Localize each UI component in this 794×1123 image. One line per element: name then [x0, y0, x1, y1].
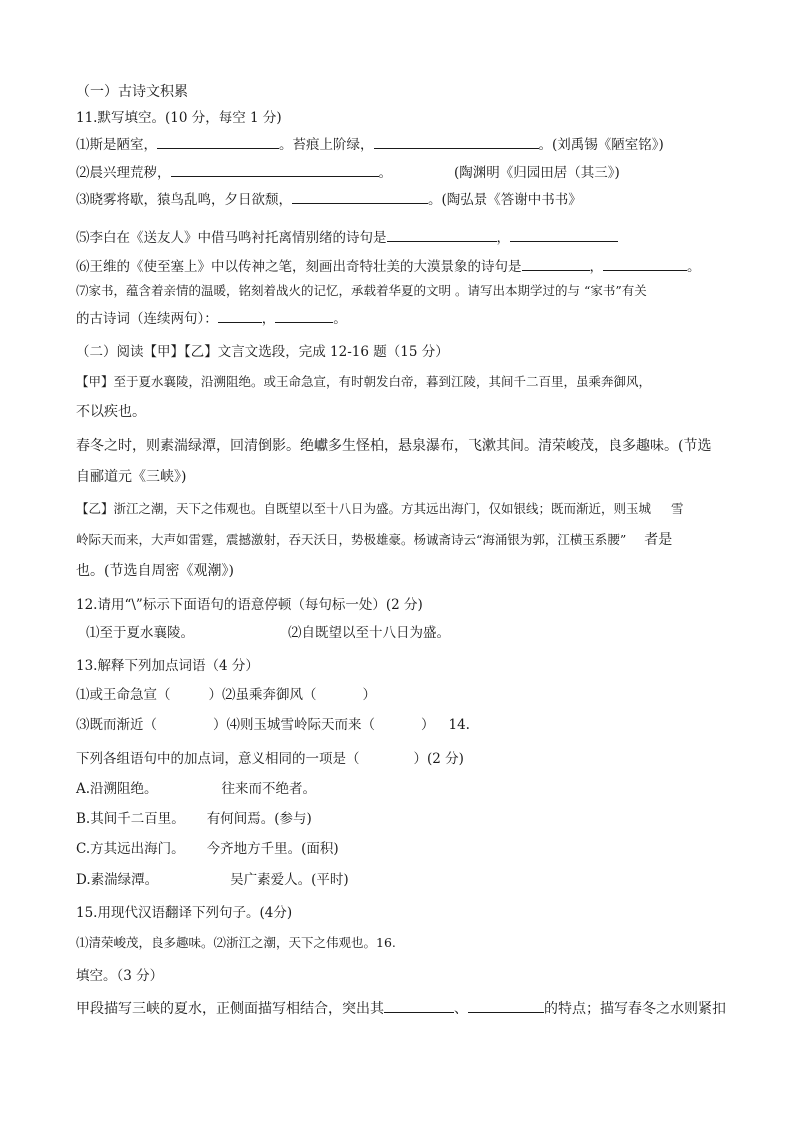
item-text: 。(陶弘景《答谢中书书》: [428, 192, 582, 208]
item-text: 李白在《送友人》中借马鸣衬托离情别绪的诗句是: [89, 230, 387, 246]
answer-blank[interactable]: [603, 257, 687, 271]
answer-blank[interactable]: [384, 999, 454, 1013]
q14-option-d: [76, 871, 349, 889]
q16-part: 甲段描写三峡的夏水，正侧面描写相结合，突出其: [76, 1001, 384, 1017]
answer-blank[interactable]: [374, 135, 539, 149]
item-number: ⑵: [76, 165, 90, 181]
passage-jia-line3: 春冬之时，则素湍绿潭，回清倒影。绝巘多生怪柏，悬泉瀑布，飞漱其间。清荣峻茂，良多趣味。(节选: [76, 438, 712, 454]
section2-heading: （二）阅读【甲】【乙】文言文选段，完成 12-16 题（15 分）: [76, 344, 449, 360]
item-number: ⑶: [76, 192, 90, 208]
q16-title: 填空。（3 分）: [76, 968, 164, 984]
item-text: 王维的《使至塞上》中以传神之笔，刻画出奇特壮美的大漠景象的诗句是: [89, 259, 522, 275]
answer-blank[interactable]: [468, 999, 544, 1013]
q13-item: ⑶既而渐近（: [76, 717, 157, 733]
item-text: 斯是陋室，: [89, 137, 157, 153]
q12-title: 12.请用“\”标示下面语句的语意停顿（每句标一处）(2 分): [76, 597, 423, 613]
q13-row-2: [76, 716, 470, 734]
q15-sentences: ⑴清荣峻茂，良多趣味。⑵浙江之潮，天下之伟观也。16.: [76, 935, 396, 950]
passage-yi-line3: 也。(节选自周密《观潮》): [76, 563, 234, 579]
q13-title: 13.解释下列加点词语（4 分）: [76, 658, 259, 674]
q16-part: 、: [454, 1001, 468, 1017]
q11-item-7: [76, 282, 647, 300]
q11-item-3: [76, 190, 582, 209]
item-text: 晨兴理荒秽，: [89, 165, 171, 181]
passage-text: 岭际天而来，大声如雷霆，震撼激射，吞天沃日，势极雄豪。杨诚斋诗云“海涌银为郭，江横玉系腰”: [76, 532, 627, 547]
q14-text: ）(2 分): [413, 751, 464, 767]
q11-title: 11.默写填空。(10 分，每空 1 分): [76, 110, 282, 126]
answer-blank[interactable]: [387, 228, 497, 242]
option-text: 吴广素爱人。(平时): [230, 872, 349, 888]
q11-item-7-cont: [76, 309, 347, 328]
q13-item: ⑴或王命急宣（: [76, 687, 171, 703]
q12-sentences: [86, 624, 450, 642]
item-number: ⑺: [76, 283, 89, 298]
item-text: 晓雾将歇，猿鸟乱鸣，夕日欲颓，: [89, 192, 292, 208]
answer-blank[interactable]: [510, 228, 618, 242]
q14-text: 下列各组语句中的加点词，意义相同的一项是（: [76, 751, 360, 767]
item-text: ，: [261, 311, 276, 327]
passage-jia-line2: 不以疾也。: [76, 404, 146, 420]
item-number: ⑹: [76, 259, 90, 275]
q14-number: 14.: [448, 717, 470, 733]
q14-option-b: [76, 810, 312, 828]
option-text: C.方其远出海门。: [76, 841, 185, 857]
item-text: 。: [378, 165, 392, 181]
q11-item-2: [76, 163, 620, 182]
passage-yi-line1: [76, 500, 684, 518]
passage-jia-line4: 自郦道元《三峡》): [76, 469, 187, 485]
q12-sentence-1: ⑴至于夏水襄陵。: [86, 625, 194, 641]
item-text: 。(刘禹锡《陋室铭》): [538, 137, 664, 153]
answer-blank[interactable]: [292, 190, 428, 204]
q16-text: [76, 999, 726, 1018]
option-text: 有何间焉。(参与): [206, 811, 312, 827]
q14-option-c: [76, 840, 339, 858]
item-text: 家书，蕴含着亲情的温暖，铭刻着战火的记忆，承载着华夏的文明 。请写出本期学过的与 “家书”有关: [88, 283, 647, 298]
option-text: D.素湍绿潭。: [76, 872, 159, 888]
q11-item-5: [76, 228, 618, 247]
passage-text: 者是: [644, 532, 673, 548]
q15-title: 15.用现代汉语翻译下列句子。(4分): [76, 905, 293, 921]
q14-title: [76, 750, 464, 768]
passage-yi-line2: [76, 531, 672, 549]
q13-item: ）: [421, 717, 435, 733]
item-text: ，: [496, 230, 510, 246]
answer-blank[interactable]: [275, 309, 333, 323]
q16-part: 的特点；描写春冬之水则紧扣: [544, 1001, 726, 1017]
answer-blank[interactable]: [171, 163, 379, 177]
q13-row-1: [76, 686, 376, 704]
item-text: 的古诗词（连续两句）：: [76, 311, 218, 327]
item-text: ，: [589, 259, 603, 275]
item-source: (陶渊明《归园田居（其三》): [454, 165, 620, 181]
item-text: 。: [687, 259, 701, 275]
answer-blank[interactable]: [522, 257, 590, 271]
item-text: 。苔痕上阶绿，: [279, 137, 374, 153]
passage-text: 雪: [671, 501, 684, 516]
q13-item: ）⑷则玉城雪岭际天而来（: [213, 717, 375, 733]
item-text: 。: [333, 311, 347, 327]
q13-item: ）: [362, 687, 376, 703]
q12-sentence-2: ⑵自既望以至十八日为盛。: [288, 625, 450, 641]
q13-item: ）⑵虽乘奔御风（: [208, 687, 317, 703]
option-text: 往来而不绝者。: [221, 781, 317, 797]
item-number: ⑸: [76, 230, 90, 246]
item-number: ⑴: [76, 137, 90, 153]
q11-item-6: [76, 257, 701, 276]
answer-blank[interactable]: [157, 135, 279, 149]
section1-heading: （一）古诗文积累: [76, 84, 188, 100]
passage-jia-line1: 【甲】至于夏水襄陵，沿溯阻绝。或王命急宣，有时朝发白帝，暮到江陵，其间千二百里，虽乘奔御风，: [76, 374, 652, 389]
option-text: B.其间千二百里。: [76, 811, 185, 827]
passage-text: 【乙】浙江之潮，天下之伟观也。自既望以至十八日为盛。方其远出海门，仅如银线；既而渐近，则玉城: [76, 501, 652, 516]
option-text: 今齐地方千里。(面积): [206, 841, 339, 857]
q11-item-1: [76, 135, 664, 154]
option-text: A.沿溯阻绝。: [76, 781, 158, 797]
answer-blank[interactable]: [218, 309, 262, 323]
q14-option-a: [76, 780, 316, 798]
